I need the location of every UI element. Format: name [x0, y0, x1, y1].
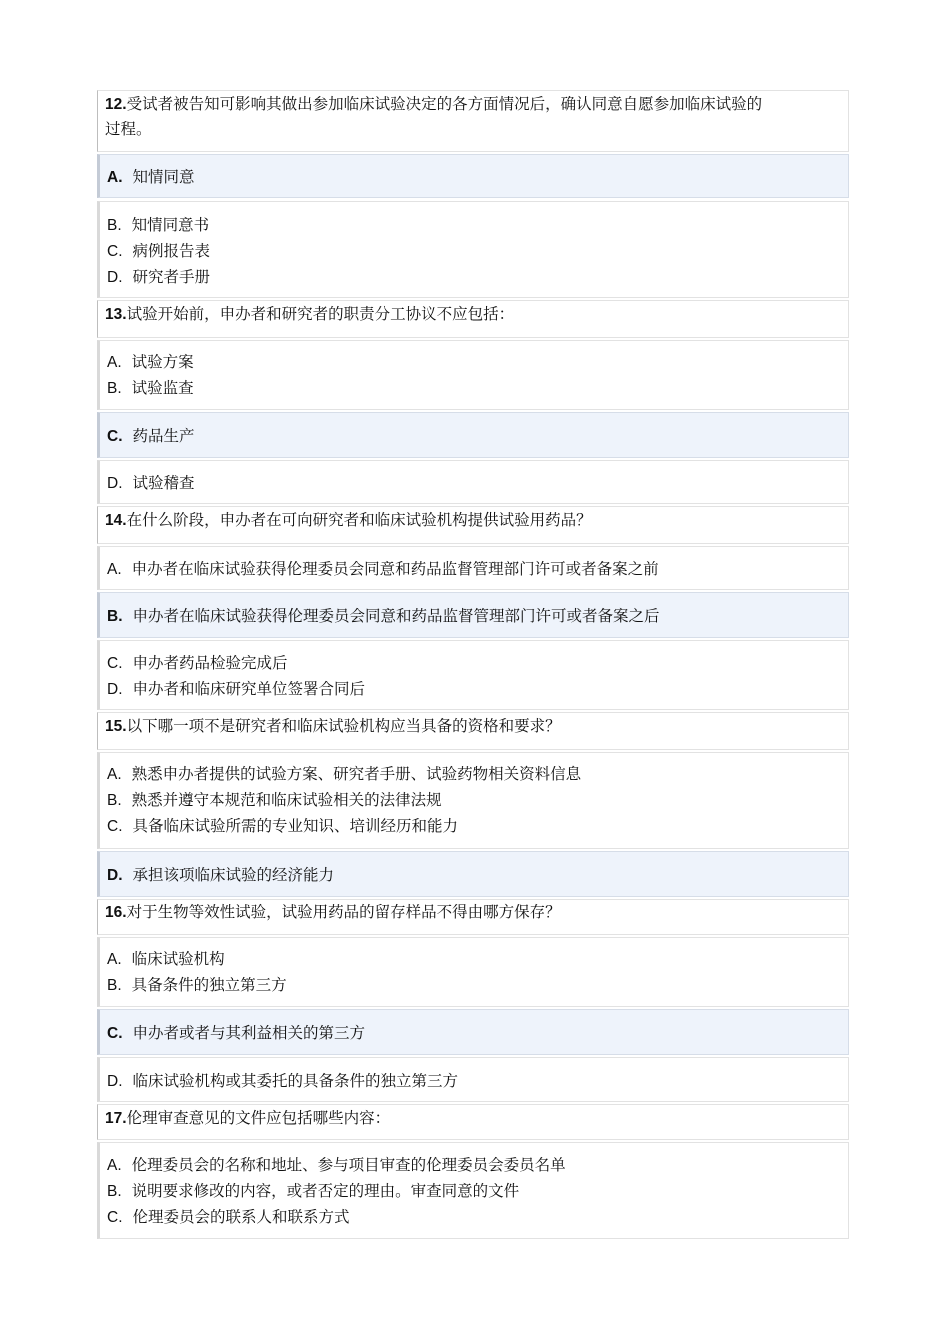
question-number: 13. [105, 306, 127, 323]
option-text: 伦理委员会的联系人和联系方式 [132, 1208, 350, 1226]
option-a[interactable] [107, 167, 195, 188]
question-number: 17. [105, 1110, 127, 1127]
option-text: 临床试验机构 [131, 950, 225, 968]
question-text: 以下哪一项不是研究者和临床试验机构应当具备的资格和要求？ [126, 717, 561, 735]
option-text: 试验方案 [131, 353, 194, 371]
question-text-line [105, 902, 561, 923]
answer-options[interactable] [97, 640, 849, 710]
question-14-prompt [97, 506, 849, 544]
option-text: 熟悉申办者提供的试验方案、研究者手册、试验药物相关资料信息 [131, 765, 582, 783]
answer-options[interactable] [97, 201, 849, 298]
option-letter: C. [107, 1025, 123, 1042]
question-13-prompt [97, 300, 849, 338]
question-number: 15. [105, 718, 127, 735]
answer-options[interactable] [97, 937, 849, 1007]
question-text-line [105, 716, 561, 737]
question-text: 在什么阶段，申办者在可向研究者和临床试验机构提供试验用药品？ [126, 511, 592, 529]
question-text: 受试者被告知可影响其做出参加临床试验决定的各方面情况后，确认同意自愿参加临床试验的 [126, 95, 763, 113]
answer-options[interactable] [97, 1057, 849, 1102]
option-a[interactable] [107, 1155, 566, 1176]
option-letter: C. [107, 655, 123, 672]
option-text: 病例报告表 [132, 242, 211, 260]
question-text-line: 过程。 [105, 120, 152, 138]
option-a[interactable] [107, 949, 225, 970]
option-letter: D. [107, 269, 123, 286]
correct-answer-option[interactable] [97, 154, 849, 198]
question-text: 试验开始前，申办者和研究者的职责分工协议不应包括： [126, 305, 515, 323]
option-letter: B. [107, 977, 122, 994]
option-c[interactable] [107, 1207, 350, 1228]
option-text: 具备条件的独立第三方 [131, 976, 287, 994]
option-b[interactable] [107, 790, 442, 811]
option-letter: B. [107, 1183, 122, 1200]
option-letter: B. [107, 217, 122, 234]
question-text: 对于生物等效性试验，试验用药品的留存样品不得由哪方保存？ [126, 903, 561, 921]
question-16-prompt [97, 899, 849, 935]
option-text: 说明要求修改的内容，或者否定的理由。审查同意的文件 [131, 1182, 520, 1200]
option-letter: B. [107, 608, 123, 625]
option-letter: A. [107, 951, 122, 968]
option-b[interactable] [107, 606, 660, 627]
option-b[interactable] [107, 378, 194, 399]
option-text: 申办者药品检验完成后 [132, 654, 288, 672]
option-letter: D. [107, 681, 123, 698]
option-text: 申办者和临床研究单位签署合同后 [132, 680, 366, 698]
option-text: 承担该项临床试验的经济能力 [132, 866, 335, 884]
answer-options[interactable] [97, 752, 849, 849]
option-a[interactable] [107, 764, 581, 785]
option-d[interactable] [107, 1071, 458, 1092]
option-text: 申办者在临床试验获得伦理委员会同意和药品监督管理部门许可或者备案之前 [131, 560, 659, 578]
question-text: 伦理审查意见的文件应包括哪些内容： [126, 1109, 391, 1127]
option-letter: A. [107, 354, 122, 371]
question-12-prompt [97, 90, 849, 152]
option-text: 知情同意 [132, 168, 195, 186]
correct-answer-option[interactable] [97, 412, 849, 458]
option-letter: D. [107, 1073, 123, 1090]
option-d[interactable] [107, 865, 334, 886]
question-text-line [105, 510, 592, 531]
question-text-line [105, 94, 762, 115]
option-letter: C. [107, 428, 123, 445]
answer-options[interactable] [97, 460, 849, 504]
option-d[interactable] [107, 473, 195, 494]
question-number: 14. [105, 512, 127, 529]
question-17-prompt [97, 1104, 849, 1140]
option-text: 熟悉并遵守本规范和临床试验相关的法律法规 [131, 791, 442, 809]
option-text: 知情同意书 [131, 216, 210, 234]
option-c[interactable] [107, 653, 288, 674]
answer-options[interactable] [97, 546, 849, 590]
option-b[interactable] [107, 975, 287, 996]
option-text: 试验稽查 [132, 474, 195, 492]
option-text: 药品生产 [132, 427, 195, 445]
option-letter: D. [107, 475, 123, 492]
option-letter: A. [107, 169, 123, 186]
correct-answer-option[interactable] [97, 851, 849, 897]
option-text: 伦理委员会的名称和地址、参与项目审查的伦理委员会委员名单 [131, 1156, 566, 1174]
option-letter: C. [107, 243, 123, 260]
option-letter: A. [107, 1157, 122, 1174]
option-letter: C. [107, 818, 123, 835]
option-c[interactable] [107, 816, 458, 837]
option-c[interactable] [107, 241, 210, 262]
question-15-prompt [97, 712, 849, 750]
option-a[interactable] [107, 352, 194, 373]
option-text: 申办者或者与其利益相关的第三方 [132, 1024, 366, 1042]
answer-options[interactable] [97, 340, 849, 410]
option-a[interactable] [107, 559, 659, 580]
option-letter: A. [107, 766, 122, 783]
question-number: 16. [105, 904, 127, 921]
question-text-line [105, 1108, 390, 1129]
question-text-line [105, 304, 514, 325]
option-letter: B. [107, 792, 122, 809]
option-letter: A. [107, 561, 122, 578]
option-letter: D. [107, 867, 123, 884]
correct-answer-option[interactable] [97, 1009, 849, 1055]
option-d[interactable] [107, 267, 210, 288]
option-text: 研究者手册 [132, 268, 211, 286]
question-number: 12. [105, 96, 127, 113]
option-text: 临床试验机构或其委托的具备条件的独立第三方 [132, 1072, 459, 1090]
option-d[interactable] [107, 679, 365, 700]
option-c[interactable] [107, 1023, 365, 1044]
option-text: 试验监查 [131, 379, 194, 397]
option-b[interactable] [107, 215, 209, 236]
correct-answer-option[interactable] [97, 592, 849, 638]
option-text: 具备临床试验所需的专业知识、培训经历和能力 [132, 817, 459, 835]
answer-options[interactable] [97, 1142, 849, 1239]
option-letter: B. [107, 380, 122, 397]
option-b[interactable] [107, 1181, 519, 1202]
option-text: 申办者在临床试验获得伦理委员会同意和药品监督管理部门许可或者备案之后 [132, 607, 660, 625]
option-c[interactable] [107, 426, 195, 447]
option-letter: C. [107, 1209, 123, 1226]
